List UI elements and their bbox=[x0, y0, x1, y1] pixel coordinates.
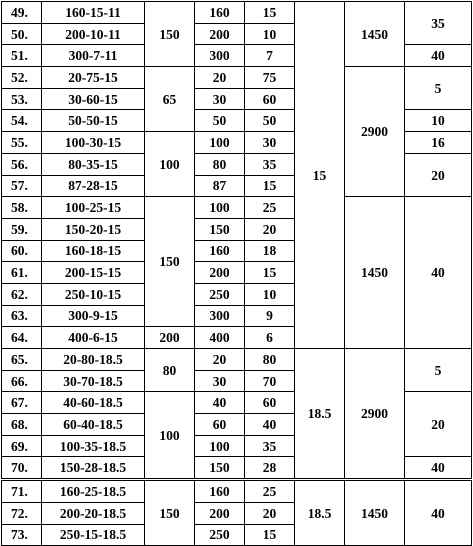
row-number: 49. bbox=[2, 2, 42, 24]
head-cell: 60 bbox=[245, 392, 295, 414]
flow-cell: 200 bbox=[195, 23, 245, 45]
power-cell: 18.5 bbox=[295, 349, 345, 480]
flow-cell: 200 bbox=[195, 502, 245, 524]
model-cell: 300-9-15 bbox=[42, 305, 145, 327]
row-number: 59. bbox=[2, 218, 42, 240]
power-cell: 15 bbox=[295, 2, 345, 349]
head-cell: 60 bbox=[245, 88, 295, 110]
row-number: 69. bbox=[2, 435, 42, 457]
head-cell: 30 bbox=[245, 132, 295, 154]
model-cell: 87-28-15 bbox=[42, 175, 145, 197]
group-value-cell: 100 bbox=[145, 392, 195, 480]
row-number: 62. bbox=[2, 283, 42, 305]
model-cell: 160-25-18.5 bbox=[42, 480, 145, 503]
head-cell: 20 bbox=[245, 502, 295, 524]
flow-cell: 250 bbox=[195, 283, 245, 305]
sub-value-cell: 5 bbox=[405, 67, 472, 110]
sub-value-cell: 20 bbox=[405, 392, 472, 457]
sub-value-cell: 35 bbox=[405, 2, 472, 45]
model-cell: 200-15-15 bbox=[42, 262, 145, 284]
speed-cell: 1450 bbox=[345, 2, 405, 67]
model-cell: 160-15-11 bbox=[42, 2, 145, 24]
head-cell: 10 bbox=[245, 283, 295, 305]
row-number: 61. bbox=[2, 262, 42, 284]
flow-cell: 100 bbox=[195, 197, 245, 219]
flow-cell: 200 bbox=[195, 262, 245, 284]
speed-cell: 2900 bbox=[345, 67, 405, 197]
table-row bbox=[2, 2, 472, 24]
flow-cell: 40 bbox=[195, 392, 245, 414]
model-cell: 300-7-11 bbox=[42, 45, 145, 67]
flow-cell: 80 bbox=[195, 153, 245, 175]
group-value-cell: 100 bbox=[145, 132, 195, 197]
power-cell: 18.5 bbox=[295, 480, 345, 546]
head-cell: 15 bbox=[245, 2, 295, 24]
model-cell: 250-15-18.5 bbox=[42, 524, 145, 546]
model-cell: 400-6-15 bbox=[42, 327, 145, 349]
row-number: 68. bbox=[2, 414, 42, 436]
flow-cell: 30 bbox=[195, 88, 245, 110]
row-number: 60. bbox=[2, 240, 42, 262]
row-number: 54. bbox=[2, 110, 42, 132]
head-cell: 10 bbox=[245, 23, 295, 45]
head-cell: 35 bbox=[245, 153, 295, 175]
row-number: 55. bbox=[2, 132, 42, 154]
speed-cell: 1450 bbox=[345, 480, 405, 546]
flow-cell: 100 bbox=[195, 435, 245, 457]
row-number: 58. bbox=[2, 197, 42, 219]
model-cell: 160-18-15 bbox=[42, 240, 145, 262]
sub-value-cell: 20 bbox=[405, 153, 472, 196]
head-cell: 40 bbox=[245, 414, 295, 436]
flow-cell: 50 bbox=[195, 110, 245, 132]
head-cell: 28 bbox=[245, 457, 295, 480]
head-cell: 35 bbox=[245, 435, 295, 457]
group-value-cell: 150 bbox=[145, 2, 195, 67]
group-value-cell: 150 bbox=[145, 480, 195, 546]
pump-spec-table bbox=[1, 1, 472, 546]
model-cell: 100-35-18.5 bbox=[42, 435, 145, 457]
model-cell: 60-40-18.5 bbox=[42, 414, 145, 436]
flow-cell: 250 bbox=[195, 524, 245, 546]
sub-value-cell: 40 bbox=[405, 457, 472, 480]
flow-cell: 30 bbox=[195, 370, 245, 392]
row-number: 73. bbox=[2, 524, 42, 546]
model-cell: 200-20-18.5 bbox=[42, 502, 145, 524]
speed-cell: 2900 bbox=[345, 349, 405, 480]
flow-cell: 160 bbox=[195, 2, 245, 24]
sub-value-cell: 16 bbox=[405, 132, 472, 154]
sub-value-cell: 10 bbox=[405, 110, 472, 132]
head-cell: 7 bbox=[245, 45, 295, 67]
head-cell: 25 bbox=[245, 197, 295, 219]
model-cell: 80-35-15 bbox=[42, 153, 145, 175]
row-number: 70. bbox=[2, 457, 42, 480]
speed-cell: 1450 bbox=[345, 197, 405, 349]
row-number: 53. bbox=[2, 88, 42, 110]
row-number: 56. bbox=[2, 153, 42, 175]
row-number: 51. bbox=[2, 45, 42, 67]
flow-cell: 160 bbox=[195, 240, 245, 262]
flow-cell: 400 bbox=[195, 327, 245, 349]
sub-value-cell: 5 bbox=[405, 349, 472, 392]
group-value-cell: 200 bbox=[145, 327, 195, 349]
row-number: 63. bbox=[2, 305, 42, 327]
table-row bbox=[2, 349, 472, 371]
model-cell: 30-60-15 bbox=[42, 88, 145, 110]
table-row bbox=[2, 480, 472, 503]
model-cell: 20-75-15 bbox=[42, 67, 145, 89]
head-cell: 70 bbox=[245, 370, 295, 392]
flow-cell: 300 bbox=[195, 305, 245, 327]
head-cell: 15 bbox=[245, 524, 295, 546]
head-cell: 75 bbox=[245, 67, 295, 89]
head-cell: 9 bbox=[245, 305, 295, 327]
head-cell: 80 bbox=[245, 349, 295, 371]
flow-cell: 150 bbox=[195, 457, 245, 480]
model-cell: 200-10-11 bbox=[42, 23, 145, 45]
table-row bbox=[2, 67, 472, 89]
row-number: 67. bbox=[2, 392, 42, 414]
flow-cell: 20 bbox=[195, 349, 245, 371]
sub-value-cell: 40 bbox=[405, 480, 472, 546]
flow-cell: 160 bbox=[195, 480, 245, 503]
head-cell: 6 bbox=[245, 327, 295, 349]
head-cell: 20 bbox=[245, 218, 295, 240]
model-cell: 100-30-15 bbox=[42, 132, 145, 154]
row-number: 64. bbox=[2, 327, 42, 349]
sub-value-cell: 40 bbox=[405, 197, 472, 349]
head-cell: 18 bbox=[245, 240, 295, 262]
model-cell: 100-25-15 bbox=[42, 197, 145, 219]
table-row bbox=[2, 197, 472, 219]
sub-value-cell: 40 bbox=[405, 45, 472, 67]
row-number: 65. bbox=[2, 349, 42, 371]
row-number: 57. bbox=[2, 175, 42, 197]
flow-cell: 150 bbox=[195, 218, 245, 240]
row-number: 50. bbox=[2, 23, 42, 45]
row-number: 52. bbox=[2, 67, 42, 89]
model-cell: 250-10-15 bbox=[42, 283, 145, 305]
row-number: 66. bbox=[2, 370, 42, 392]
flow-cell: 60 bbox=[195, 414, 245, 436]
head-cell: 15 bbox=[245, 175, 295, 197]
flow-cell: 100 bbox=[195, 132, 245, 154]
model-cell: 150-20-15 bbox=[42, 218, 145, 240]
flow-cell: 87 bbox=[195, 175, 245, 197]
model-cell: 40-60-18.5 bbox=[42, 392, 145, 414]
head-cell: 25 bbox=[245, 480, 295, 503]
head-cell: 15 bbox=[245, 262, 295, 284]
model-cell: 150-28-18.5 bbox=[42, 457, 145, 480]
model-cell: 50-50-15 bbox=[42, 110, 145, 132]
head-cell: 50 bbox=[245, 110, 295, 132]
model-cell: 20-80-18.5 bbox=[42, 349, 145, 371]
flow-cell: 300 bbox=[195, 45, 245, 67]
group-value-cell: 65 bbox=[145, 67, 195, 132]
group-value-cell: 150 bbox=[145, 197, 195, 327]
row-number: 72. bbox=[2, 502, 42, 524]
group-value-cell: 80 bbox=[145, 349, 195, 392]
row-number: 71. bbox=[2, 480, 42, 503]
model-cell: 30-70-18.5 bbox=[42, 370, 145, 392]
flow-cell: 20 bbox=[195, 67, 245, 89]
